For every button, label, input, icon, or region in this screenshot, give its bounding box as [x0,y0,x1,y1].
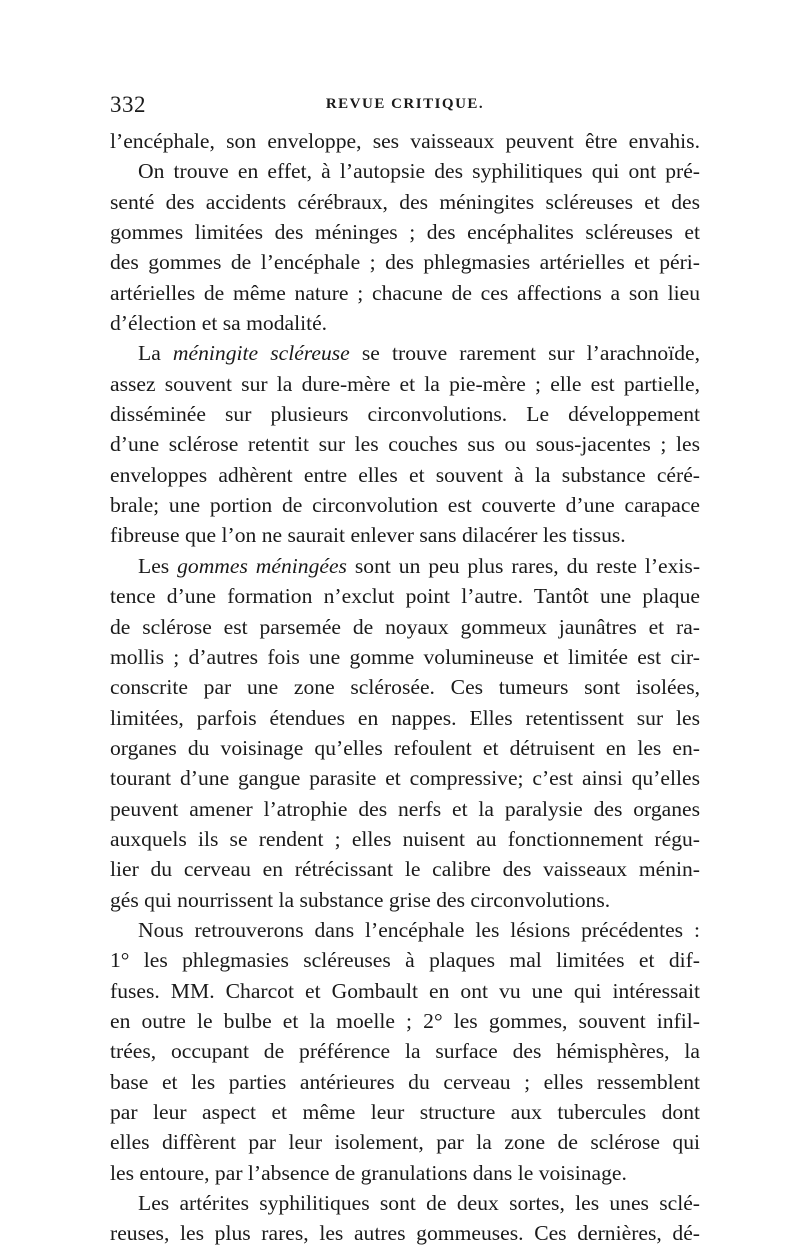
text-line: des gommes de l’encéphale ; des phlegmasies artérielles et péri- [110,250,700,275]
italic-term: méningite scléreuse [172,341,350,366]
text-line: d’élection et sa modalité. [110,311,328,336]
text-line: les entoure, par l’absence de granulations dans le voisinage. [110,1160,627,1185]
text-run: Les [138,553,178,578]
text-line: disséminée sur plusieurs circonvolutions. Le développement [110,402,700,427]
text-line: brale; une portion de circonvolution est couverte d’une carapace [110,493,700,518]
text-line: senté des accidents cérébraux, des méningites scléreuses et des [110,189,700,214]
text-line: reuses, les plus rares, les autres gommeuses. Ces dernières, dé- [110,1221,700,1246]
book-page [110,92,700,1249]
text-line: Les artérites syphilitiques sont de deux sortes, les unes sclé- [138,1191,700,1216]
text-line: On trouve en effet, à l’autopsie des syphilitiques qui ont pré- [138,159,700,184]
text-line: Nous retrouverons dans l’encéphale les lésions précédentes : [138,917,700,942]
text-line: base et les parties antérieures du cerveau ; elles ressemblent [110,1069,700,1094]
text-run: sont un peu plus rares, du reste l’exis- [346,553,700,578]
text-line [110,338,700,368]
text-line [110,551,700,581]
italic-term: gommes méningées [177,553,347,578]
text-line: elles diffèrent par leur isolement, par la zone de sclérose qui [110,1130,700,1155]
text-line: gommes limitées des méninges ; des encéphalites scléreuses et [110,220,700,245]
text-line: d’une sclérose retentit sur les couches sus ou sous-jacentes ; les [110,432,700,457]
text-line: tourant d’une gangue parasite et compressive; c’est ainsi qu’elles [110,766,700,791]
text-line: de sclérose est parsemée de noyaux gommeux jaunâtres et ra- [110,614,700,639]
text-line: gés qui nourrissent la substance grise des circonvolutions. [110,887,611,912]
text-line: auxquels ils se rendent ; elles nuisent au fonctionnement régu- [110,826,700,851]
text-line: lier du cerveau en rétrécissant le calibre des vaisseaux ménin- [110,857,700,882]
text-line: fuses. MM. Charcot et Gombault en ont vu une qui intéressait [110,978,700,1003]
page-number: 332 [110,92,146,117]
text-line: l’encéphale, son enveloppe, ses vaisseaux peuvent être envahis. [110,129,700,153]
text-line: limitées, parfois étendues en nappes. Elles retentissent sur les [110,705,700,730]
text-line: conscrite par une zone sclérosée. Ces tumeurs sont isolées, [110,675,700,700]
running-head: REVUE CRITIQUE. [325,96,485,112]
body-text [110,126,700,1249]
text-run: se trouve rarement sur l’arachnoïde, [349,341,700,366]
text-line: en outre le bulbe et la moelle ; 2° les gommes, souvent infil- [110,1008,700,1033]
text-line: mollis ; d’autres fois une gomme volumineuse et limitée est cir- [110,644,700,669]
text-run: La [138,341,173,366]
text-line: par leur aspect et même leur structure aux tubercules dont [110,1100,700,1124]
text-line: trées, occupant de préférence la surface des hémisphères, la [110,1039,700,1064]
text-line: enveloppes adhèrent entre elles et souvent à la substance céré- [110,462,700,487]
page-header [110,92,700,126]
text-line: tence d’une formation n’exclut point l’autre. Tantôt une plaque [110,584,700,609]
text-line: 1° les phlegmasies scléreuses à plaques mal limitées et dif- [110,948,700,973]
text-line: organes du voisinage qu’elles refoulent et détruisent en les en- [110,735,700,760]
text-line: fibreuse que l’on ne saurait enlever sans dilacérer les tissus. [110,523,626,548]
text-line: peuvent amener l’atrophie des nerfs et la paralysie des organes [110,796,700,821]
text-line: assez souvent sur la dure-mère et la pie-mère ; elle est partielle, [110,371,700,396]
text-line: artérielles de même nature ; chacune de ces affections a son lieu [110,280,700,305]
